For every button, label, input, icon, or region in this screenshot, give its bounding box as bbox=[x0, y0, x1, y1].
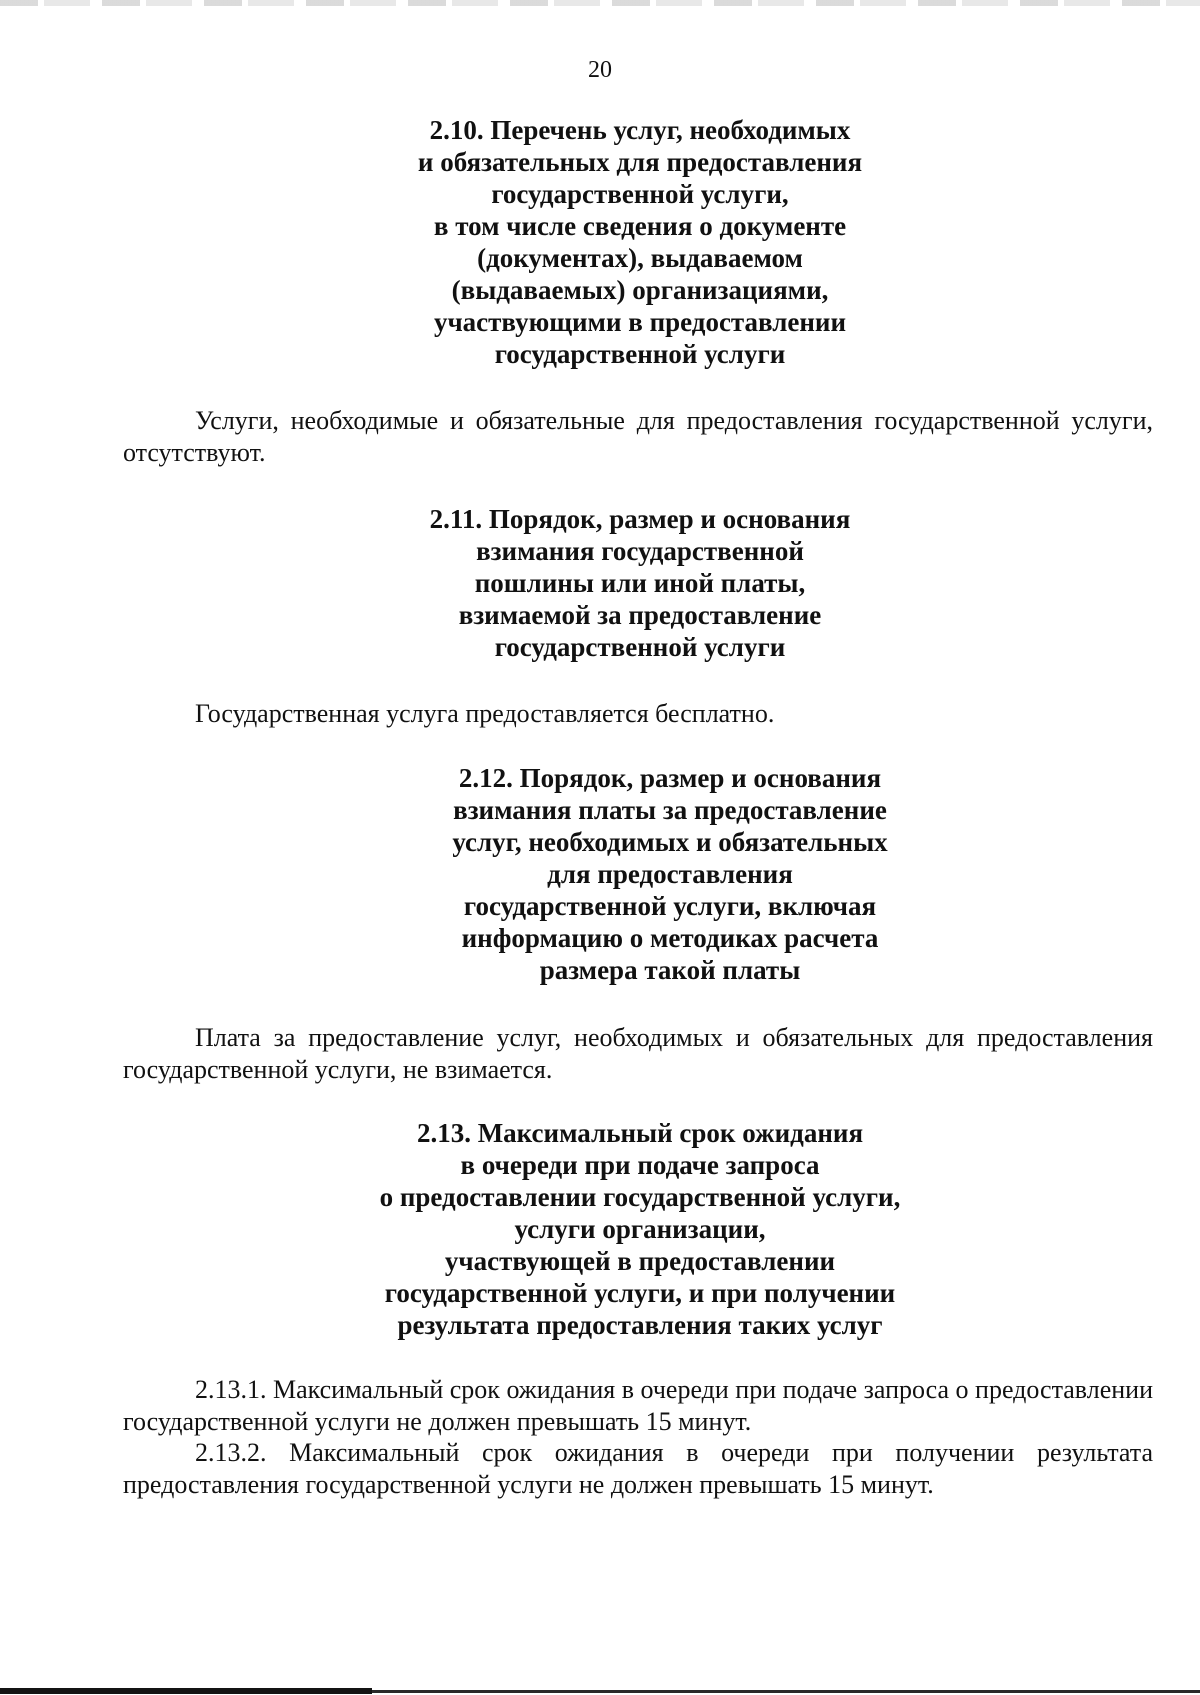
heading-line: в очереди при подаче запроса bbox=[460, 1150, 820, 1180]
section-heading-2-11 bbox=[400, 503, 880, 663]
heading-line: государственной услуги bbox=[494, 339, 786, 369]
scan-edge-line bbox=[372, 1690, 1200, 1693]
paragraph-2-10: Услуги, необходимые и обязательные для предоставления государственной услуги, отсутствуют. bbox=[123, 406, 1153, 467]
section-heading-2-10 bbox=[400, 114, 880, 370]
heading-line: участвующей в предоставлении bbox=[444, 1246, 836, 1276]
heading-line: услуг, необходимых и обязательных bbox=[452, 827, 888, 857]
scan-edge-top bbox=[0, 0, 1200, 6]
heading-line: 2.10. Перечень услуг, необходимых bbox=[429, 115, 851, 145]
heading-line: взимания государственной bbox=[476, 536, 804, 566]
heading-line: в том числе сведения о документе bbox=[433, 211, 847, 241]
heading-line: (документах), выдаваемом bbox=[477, 243, 803, 273]
heading-line: 2.11. Порядок, размер и основания bbox=[429, 504, 851, 534]
heading-line: услуги организации, bbox=[514, 1214, 766, 1244]
heading-line: информацию о методиках расчета bbox=[461, 923, 879, 953]
heading-line: 2.12. Порядок, размер и основания bbox=[458, 763, 882, 793]
heading-line: государственной услуги bbox=[494, 632, 786, 662]
section-heading-2-12 bbox=[420, 762, 920, 986]
heading-line: результата предоставления таких услуг bbox=[397, 1310, 883, 1340]
heading-line: о предоставлении государственной услуги, bbox=[379, 1182, 901, 1212]
heading-line: взимаемой за предоставление bbox=[458, 600, 822, 630]
heading-line: государственной услуги, и при получении bbox=[384, 1278, 896, 1308]
heading-line: государственной услуги, включая bbox=[463, 891, 877, 921]
heading-line: размера такой платы bbox=[539, 955, 801, 985]
heading-line: и обязательных для предоставления bbox=[417, 147, 863, 177]
section-heading-2-13 bbox=[330, 1117, 950, 1341]
paragraph-2-11: Государственная услуга предоставляется бесплатно. bbox=[195, 699, 775, 728]
paragraph-2-13-1: 2.13.1. Максимальный срок ожидания в очереди при подаче запроса о предоставлении государственной услуги не должен превышать 15 минут. bbox=[123, 1375, 1153, 1436]
heading-line: (выдаваемых) организациями, bbox=[451, 275, 829, 305]
page-number: 20 bbox=[588, 57, 612, 83]
heading-line: взимания платы за предоставление bbox=[453, 795, 887, 825]
heading-line: 2.13. Максимальный срок ожидания bbox=[416, 1118, 864, 1148]
heading-line: для предоставления bbox=[547, 859, 793, 889]
heading-line: государственной услуги, bbox=[491, 179, 789, 209]
paragraph-2-13-2: 2.13.2. Максимальный срок ожидания в очереди при получении результата предоставления государственной услуги не должен превышать 15 минут. bbox=[123, 1438, 1153, 1499]
scan-edge-dark-segment bbox=[0, 1688, 372, 1694]
scan-edge-bottom bbox=[0, 1685, 1200, 1695]
paragraph-2-12: Плата за предоставление услуг, необходимых и обязательных для предоставления государственной услуги, не взимается. bbox=[123, 1023, 1153, 1084]
heading-line: пошлины или иной платы, bbox=[474, 568, 806, 598]
heading-line: участвующими в предоставлении bbox=[433, 307, 847, 337]
